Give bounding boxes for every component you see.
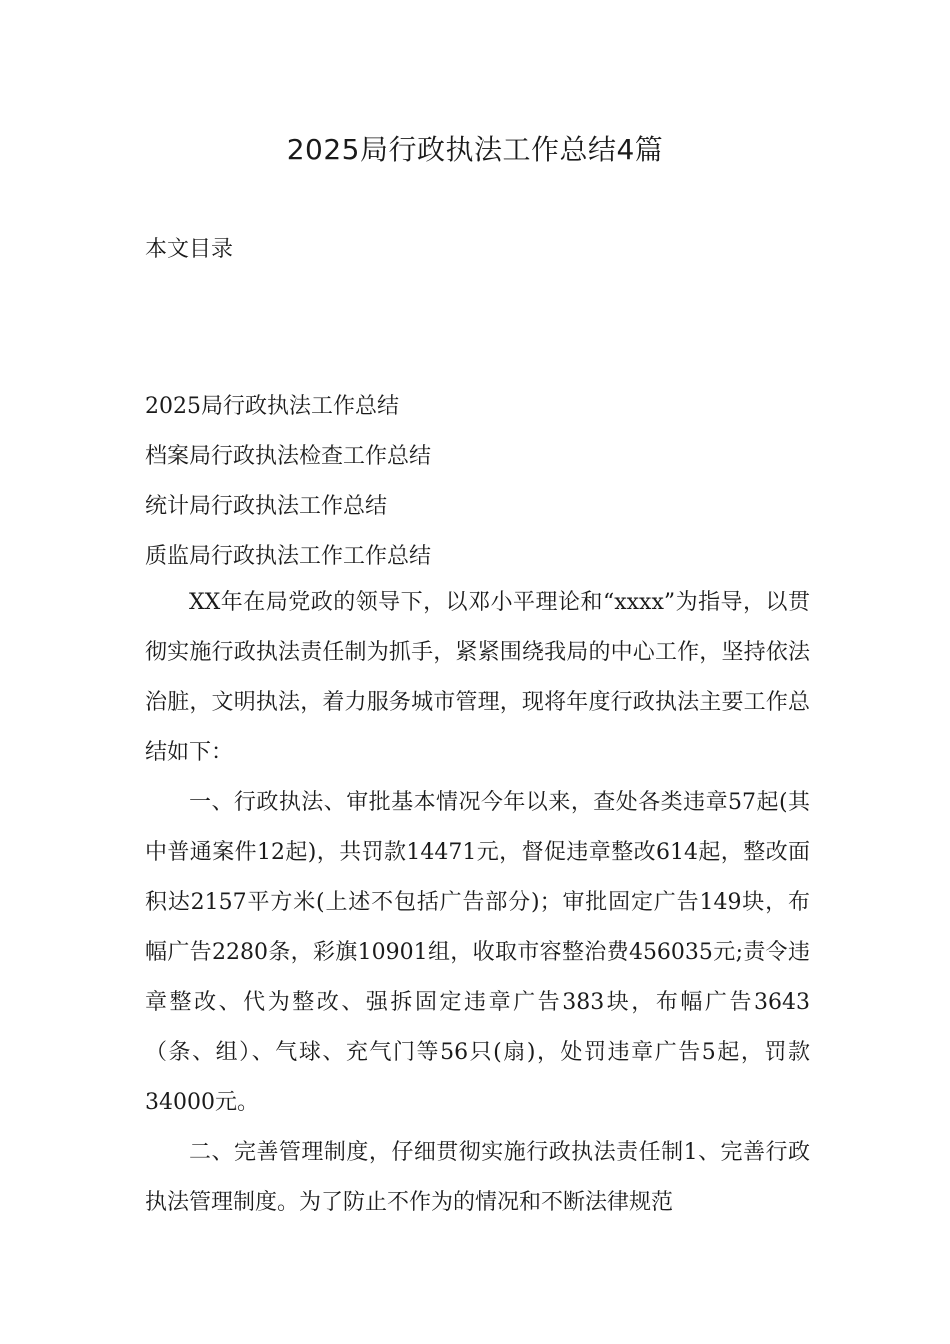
toc-item[interactable]: 统计局行政执法工作总结 (145, 494, 388, 519)
toc-item[interactable]: 2025局行政执法工作总结 (145, 394, 399, 419)
body-paragraph: 一、行政执法、审批基本情况今年以来，查处各类违章57起(其中普通案件12起)，共罚款14471元，督促违章整改614起，整改面积达2157平方米(上述不包括广告部分)；审批固定广告149块，布幅广告2280条，彩旗10901组，收取市容整治费456035元;责令违章整改、代为整改、强拆固定违章广告383块，布幅广告3643（条、组）、气球、充气门等56只(扇)，处罚违章广告5起，罚款34000元。 (145, 790, 810, 1115)
table-of-contents (145, 382, 431, 582)
body-paragraph: 二、完善管理制度，仔细贯彻实施行政执法责任制1、完善行政执法管理制度。为了防止不作为的情况和不断法律规范 (145, 1140, 810, 1215)
document-body (145, 578, 810, 1228)
toc-item[interactable]: 质监局行政执法工作工作总结 (145, 544, 432, 569)
toc-heading: 本文目录 (145, 237, 234, 262)
document-title: 2025局行政执法工作总结4篇 (286, 133, 664, 166)
toc-item[interactable]: 档案局行政执法检查工作总结 (145, 444, 432, 469)
body-paragraph: XX年在局党政的领导下，以邓小平理论和“xxxx”为指导，以贯彻实施行政执法责任制为抓手，紧紧围绕我局的中心工作，坚持依法治脏，文明执法，着力服务城市管理，现将年度行政执法主要工作总结如下： (145, 590, 810, 765)
